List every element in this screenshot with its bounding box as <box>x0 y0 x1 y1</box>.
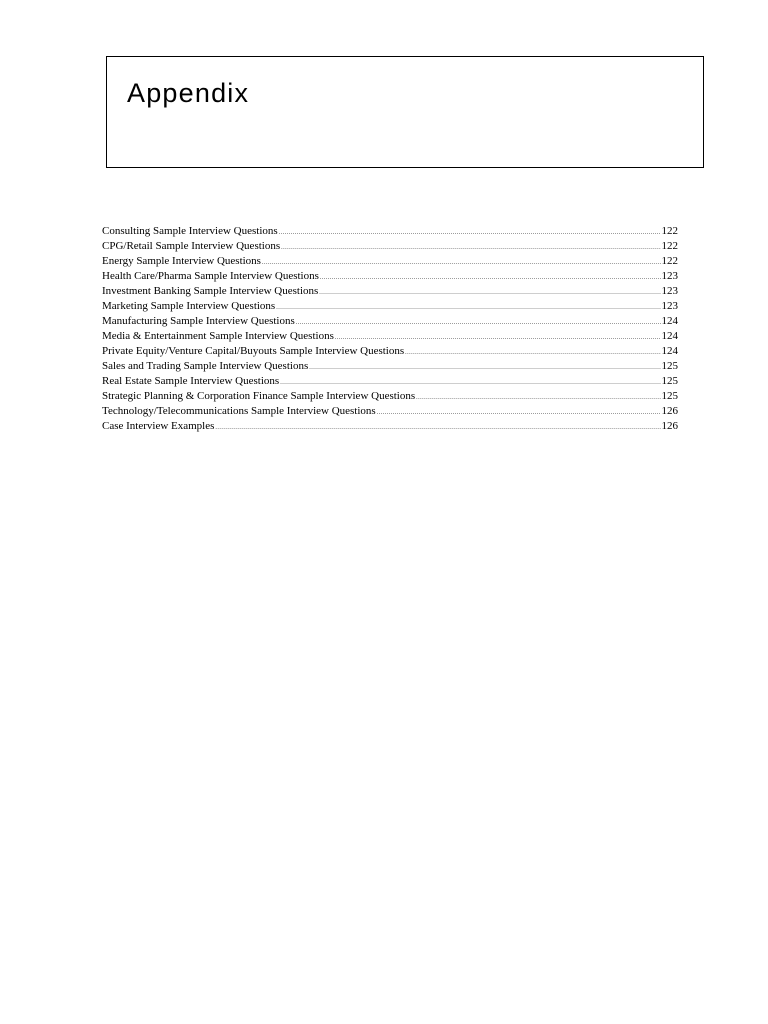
toc-entry-label: Private Equity/Venture Capital/Buyouts Sample Interview Questions <box>102 345 405 357</box>
toc-entry-page: 122 <box>661 255 678 267</box>
toc-entry[interactable] <box>102 404 678 419</box>
toc-entry-label: Media & Entertainment Sample Interview Questions <box>102 330 334 342</box>
toc-entry-page: 124 <box>661 345 678 357</box>
toc-entry-label: Investment Banking Sample Interview Questions <box>102 285 319 297</box>
toc-dot-leader <box>276 301 660 316</box>
toc-entry-page: 124 <box>661 330 678 342</box>
toc-entry-page: 126 <box>661 405 678 417</box>
toc-entry[interactable] <box>102 254 678 269</box>
toc-dot-leader <box>262 256 661 271</box>
toc-entry-label: Health Care/Pharma Sample Interview Questions <box>102 270 319 282</box>
toc-entry-label: Case Interview Examples <box>102 420 215 432</box>
toc-entry[interactable] <box>102 344 678 359</box>
toc-dot-leader <box>215 421 660 436</box>
toc-entry-label: Consulting Sample Interview Questions <box>102 225 278 237</box>
toc-entry[interactable] <box>102 224 678 239</box>
toc-entry[interactable] <box>102 239 678 254</box>
toc-entry[interactable] <box>102 359 678 374</box>
toc-entry[interactable] <box>102 419 678 434</box>
toc-entry[interactable] <box>102 269 678 284</box>
toc-dot-leader <box>405 346 660 361</box>
toc-entry-label: Sales and Trading Sample Interview Questions <box>102 360 309 372</box>
toc-entry[interactable] <box>102 389 678 404</box>
toc-entry-label: Real Estate Sample Interview Questions <box>102 375 280 387</box>
toc-dot-leader <box>377 406 661 421</box>
table-of-contents <box>102 224 678 434</box>
toc-dot-leader <box>281 241 660 256</box>
toc-entry[interactable] <box>102 329 678 344</box>
toc-entry-label: CPG/Retail Sample Interview Questions <box>102 240 281 252</box>
toc-entry-page: 125 <box>661 360 678 372</box>
toc-entry-page: 124 <box>661 315 678 327</box>
toc-entry[interactable] <box>102 284 678 299</box>
toc-entry-page: 122 <box>661 225 678 237</box>
toc-entry-page: 125 <box>661 375 678 387</box>
toc-entry[interactable] <box>102 314 678 329</box>
toc-dot-leader <box>320 271 661 286</box>
toc-entry-label: Strategic Planning & Corporation Finance Sample Interview Questions <box>102 390 416 402</box>
toc-entry[interactable] <box>102 374 678 389</box>
toc-entry[interactable] <box>102 299 678 314</box>
toc-dot-leader <box>416 391 660 406</box>
toc-entry-page: 123 <box>661 270 678 282</box>
toc-entry-label: Energy Sample Interview Questions <box>102 255 261 267</box>
toc-dot-leader <box>309 361 660 376</box>
toc-entry-page: 123 <box>661 300 678 312</box>
toc-dot-leader <box>319 286 660 301</box>
toc-dot-leader <box>279 226 661 241</box>
toc-dot-leader <box>296 316 661 331</box>
toc-entry-page: 126 <box>661 420 678 432</box>
toc-entry-page: 125 <box>661 390 678 402</box>
toc-entry-label: Marketing Sample Interview Questions <box>102 300 276 312</box>
page-title: Appendix <box>127 78 250 108</box>
toc-entry-label: Manufacturing Sample Interview Questions <box>102 315 295 327</box>
toc-entry-label: Technology/Telecommunications Sample Interview Questions <box>102 405 376 417</box>
toc-entry-page: 122 <box>661 240 678 252</box>
title-box <box>106 56 704 168</box>
toc-entry-page: 123 <box>661 285 678 297</box>
